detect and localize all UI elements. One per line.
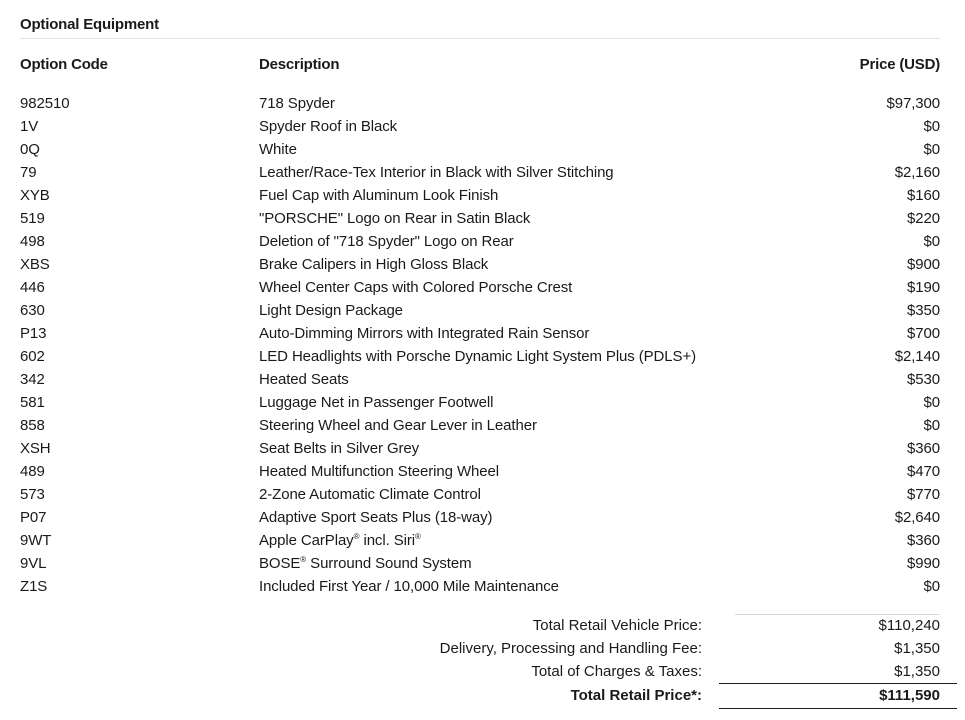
table-row (20, 301, 940, 324)
table-row (20, 163, 940, 186)
option-description (259, 140, 297, 160)
table-row (20, 370, 940, 393)
charges-taxes-value: $1,350 (894, 663, 940, 680)
option-description-text: "PORSCHE" Logo on Rear in Satin Black (259, 210, 531, 227)
option-price: $2,160 (894, 164, 940, 181)
option-code: 79 (20, 164, 37, 181)
option-code: 446 (20, 279, 45, 296)
option-description-text: Auto-Dimming Mirrors with Integrated Rain Sensor (259, 325, 590, 342)
grand-total-top-rule (719, 683, 957, 684)
delivery-fee-row (0, 638, 940, 660)
option-description-text: Steering Wheel and Gear Lever in Leather (259, 417, 537, 434)
option-price: $0 (923, 141, 940, 158)
option-price: $770 (907, 486, 940, 503)
option-description-text: Heated Multifunction Steering Wheel (259, 463, 499, 480)
option-code: P13 (20, 325, 47, 342)
table-row (20, 347, 940, 370)
option-code: 1V (20, 118, 39, 135)
registered-mark: ® (414, 532, 421, 541)
option-price: $530 (907, 371, 940, 388)
header-description: Description (259, 56, 340, 73)
option-code: 0Q (20, 141, 40, 158)
option-description-text: Heated Seats (259, 371, 349, 388)
table-row (20, 209, 940, 232)
option-price: $0 (923, 118, 940, 135)
option-code: 498 (20, 233, 45, 250)
option-code: 573 (20, 486, 45, 503)
option-description-text: Deletion of "718 Spyder" Logo on Rear (259, 233, 514, 250)
option-code: 489 (20, 463, 45, 480)
option-description (259, 301, 403, 321)
option-description (259, 554, 472, 574)
option-code: 9VL (20, 555, 47, 572)
option-description-text: Leather/Race-Tex Interior in Black with Silver Stitching (259, 164, 614, 181)
option-code: 982510 (20, 95, 70, 112)
table-row (20, 117, 940, 140)
option-code: 581 (20, 394, 45, 411)
option-code: XYB (20, 187, 50, 204)
option-price: $900 (907, 256, 940, 273)
option-description (259, 531, 421, 551)
option-code: XBS (20, 256, 50, 273)
option-description (259, 186, 498, 206)
option-price: $990 (907, 555, 940, 572)
table-row (20, 393, 940, 416)
option-description-text: Adaptive Sport Seats Plus (18-way) (259, 509, 493, 526)
option-description-text: BOSE (259, 555, 301, 572)
table-row (20, 554, 940, 577)
option-price: $0 (923, 417, 940, 434)
header-option-code: Option Code (20, 56, 108, 73)
table-row (20, 577, 940, 600)
table-row (20, 324, 940, 347)
grand-total-bottom-rule (719, 708, 957, 709)
table-row (20, 462, 940, 485)
option-price: $700 (907, 325, 940, 342)
table-row (20, 186, 940, 209)
option-description (259, 278, 572, 298)
option-description-text: Included First Year / 10,000 Mile Maintenance (259, 578, 559, 595)
option-description-text: 718 Spyder (259, 95, 335, 112)
grand-total-value: $111,590 (879, 687, 940, 704)
option-code: Z1S (20, 578, 48, 595)
option-description-text: Seat Belts in Silver Grey (259, 440, 420, 457)
option-description (259, 209, 530, 229)
option-code: P07 (20, 509, 47, 526)
option-description-text: Brake Calipers in High Gloss Black (259, 256, 489, 273)
option-price: $360 (907, 440, 940, 457)
option-description-tail: Surround Sound System (306, 555, 472, 572)
option-price: $2,140 (894, 348, 940, 365)
option-description (259, 485, 481, 505)
option-description-text: White (259, 141, 297, 158)
option-code: 630 (20, 302, 45, 319)
option-description (259, 577, 559, 597)
option-description-text: LED Headlights with Porsche Dynamic Light System Plus (PDLS+) (259, 348, 696, 365)
option-description-text: Spyder Roof in Black (259, 118, 398, 135)
option-description-text: Wheel Center Caps with Colored Porsche Crest (259, 279, 573, 296)
option-description (259, 163, 614, 183)
registered-mark: ® (353, 532, 360, 541)
table-row (20, 94, 940, 117)
option-price: $350 (907, 302, 940, 319)
section-divider (20, 38, 940, 39)
option-description (259, 370, 349, 390)
table-row (20, 439, 940, 462)
table-row (20, 531, 940, 554)
option-description-text: 2-Zone Automatic Climate Control (259, 486, 481, 503)
option-price: $97,300 (886, 95, 940, 112)
option-description (259, 508, 492, 528)
registered-mark: ® (300, 555, 307, 564)
option-code: 602 (20, 348, 45, 365)
option-description (259, 255, 488, 275)
option-description (259, 393, 493, 413)
option-description (259, 324, 589, 344)
option-price: $190 (907, 279, 940, 296)
option-code: 9WT (20, 532, 52, 549)
option-price: $160 (907, 187, 940, 204)
option-description (259, 94, 335, 114)
table-row (20, 140, 940, 163)
option-description (259, 347, 696, 367)
option-description-text: Fuel Cap with Aluminum Look Finish (259, 187, 499, 204)
total-retail-vehicle-label: Total Retail Vehicle Price: (532, 617, 702, 634)
option-description (259, 117, 397, 137)
option-description-text: Light Design Package (259, 302, 403, 319)
table-header (20, 56, 940, 76)
option-description (259, 462, 499, 482)
table-row (20, 278, 940, 301)
option-price: $0 (923, 578, 940, 595)
option-price: $0 (923, 233, 940, 250)
options-table (20, 94, 940, 600)
section-title: Optional Equipment (20, 16, 159, 33)
delivery-fee-value: $1,350 (894, 640, 940, 657)
option-description (259, 439, 419, 459)
option-description (259, 232, 514, 252)
charges-taxes-row (0, 661, 940, 683)
header-price: Price (USD) (859, 56, 940, 73)
table-row (20, 508, 940, 531)
option-price: $220 (907, 210, 940, 227)
delivery-fee-label: Delivery, Processing and Handling Fee: (439, 640, 702, 657)
option-price: $0 (923, 394, 940, 411)
option-description-text: Apple CarPlay (259, 532, 354, 549)
option-code: XSH (20, 440, 51, 457)
option-description-text: Luggage Net in Passenger Footwell (259, 394, 494, 411)
grand-total-label: Total Retail Price*: (570, 687, 702, 704)
option-code: 519 (20, 210, 45, 227)
option-code: 342 (20, 371, 45, 388)
table-row (20, 485, 940, 508)
option-price: $360 (907, 532, 940, 549)
total-retail-vehicle-value: $110,240 (878, 617, 940, 634)
option-code: 858 (20, 417, 45, 434)
option-price: $470 (907, 463, 940, 480)
option-price: $2,640 (894, 509, 940, 526)
charges-taxes-label: Total of Charges & Taxes: (531, 663, 702, 680)
grand-total-row (0, 685, 940, 707)
table-row (20, 232, 940, 255)
option-description (259, 416, 537, 436)
option-description-tail: incl. Siri (359, 532, 415, 549)
table-row (20, 255, 940, 278)
table-row (20, 416, 940, 439)
total-retail-vehicle-row (0, 615, 940, 637)
